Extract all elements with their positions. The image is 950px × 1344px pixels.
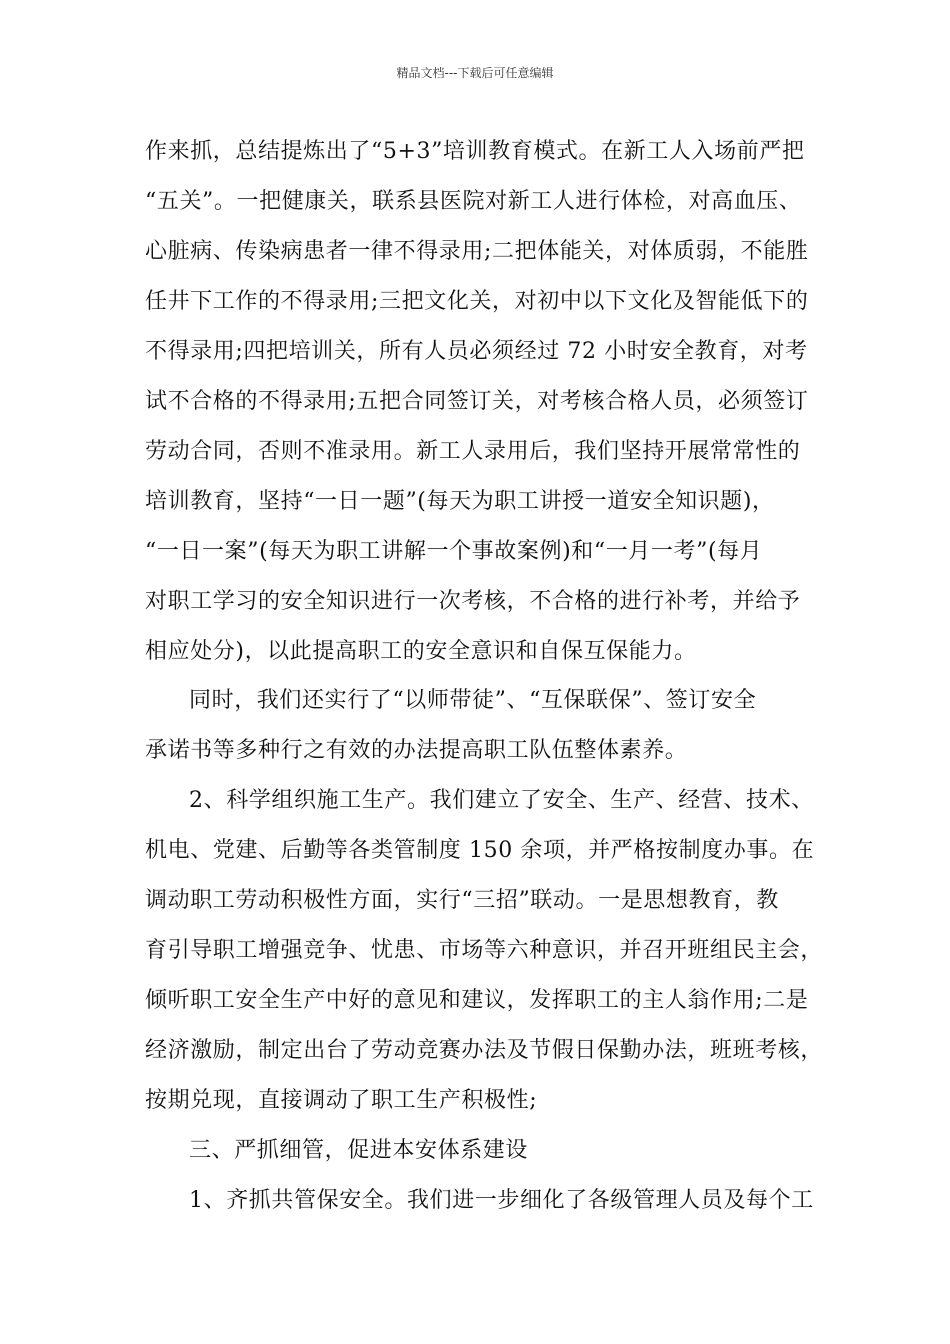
text-line: 调动职工劳动积极性方面，实行“三招”联动。一是思想教育，教 bbox=[145, 888, 779, 913]
text-line: 按期兑现，直接调动了职工生产积极性; bbox=[145, 1088, 538, 1113]
page-header: 精品文档---下载后可任意编辑 bbox=[396, 66, 554, 80]
text-line: 作来抓，总结提炼出了“5+3”培训教育模式。在新工人入场前严把 bbox=[145, 139, 805, 164]
text-line: 对职工学习的安全知识进行一次考核，不合格的进行补考，并给予 bbox=[145, 589, 801, 614]
text-line: 心脏病、传染病患者一律不得录用;二把体能关，对体质弱，不能胜 bbox=[145, 239, 809, 264]
text-line: 任井下工作的不得录用;三把文化关，对初中以下文化及智能低下的 bbox=[145, 289, 809, 314]
text-line: 相应处分)，以此提高职工的安全意识和自保互保能力。 bbox=[145, 639, 697, 664]
text-line: 试不合格的不得录用;五把合同签订关，对考核合格人员，必须签订 bbox=[145, 389, 809, 414]
text-line: 三、严抓细管，促进本安体系建设 bbox=[189, 1138, 529, 1163]
text-line: “五关”。一把健康关，联系县医院对新工人进行体检，对高血压、 bbox=[145, 189, 802, 214]
text-line: 2、科学组织施工生产。我们建立了安全、生产、经营、技术、 bbox=[189, 788, 814, 813]
text-line: 不得录用;四把培训关，所有人员必须经过 72 小时安全教育，对考 bbox=[145, 339, 808, 364]
text-line: 育引导职工增强竞争、忧患、市场等六种意识，并召开班组民主会， bbox=[145, 938, 824, 963]
text-line: 劳动合同，否则不准录用。新工人录用后，我们坚持开展常常性的 bbox=[145, 439, 801, 464]
text-line: 经济激励，制定出台了劳动竞赛办法及节假日保勤办法，班班考核， bbox=[145, 1038, 824, 1063]
text-line: 同时，我们还实行了“以师带徒”、“互保联保”、签订安全 bbox=[189, 688, 757, 713]
text-line: 倾听职工安全生产中好的意见和建议，发挥职工的主人翁作用;二是 bbox=[145, 988, 809, 1013]
text-line: 承诺书等多种行之有效的办法提高职工队伍整体素养。 bbox=[145, 738, 688, 763]
text-line: “一日一案”(每天为职工讲解一个事故案例)和“一月一考”(每月 bbox=[145, 539, 763, 564]
text-line: 1、齐抓共管保安全。我们进一步细化了各级管理人员及每个工 bbox=[189, 1188, 814, 1213]
text-line: 培训教育，坚持“一日一题”(每天为职工讲授一道安全知识题)， bbox=[145, 489, 775, 514]
text-line: 机电、党建、后勤等各类管制度 150 余项，并严格按制度办事。在 bbox=[145, 838, 815, 863]
